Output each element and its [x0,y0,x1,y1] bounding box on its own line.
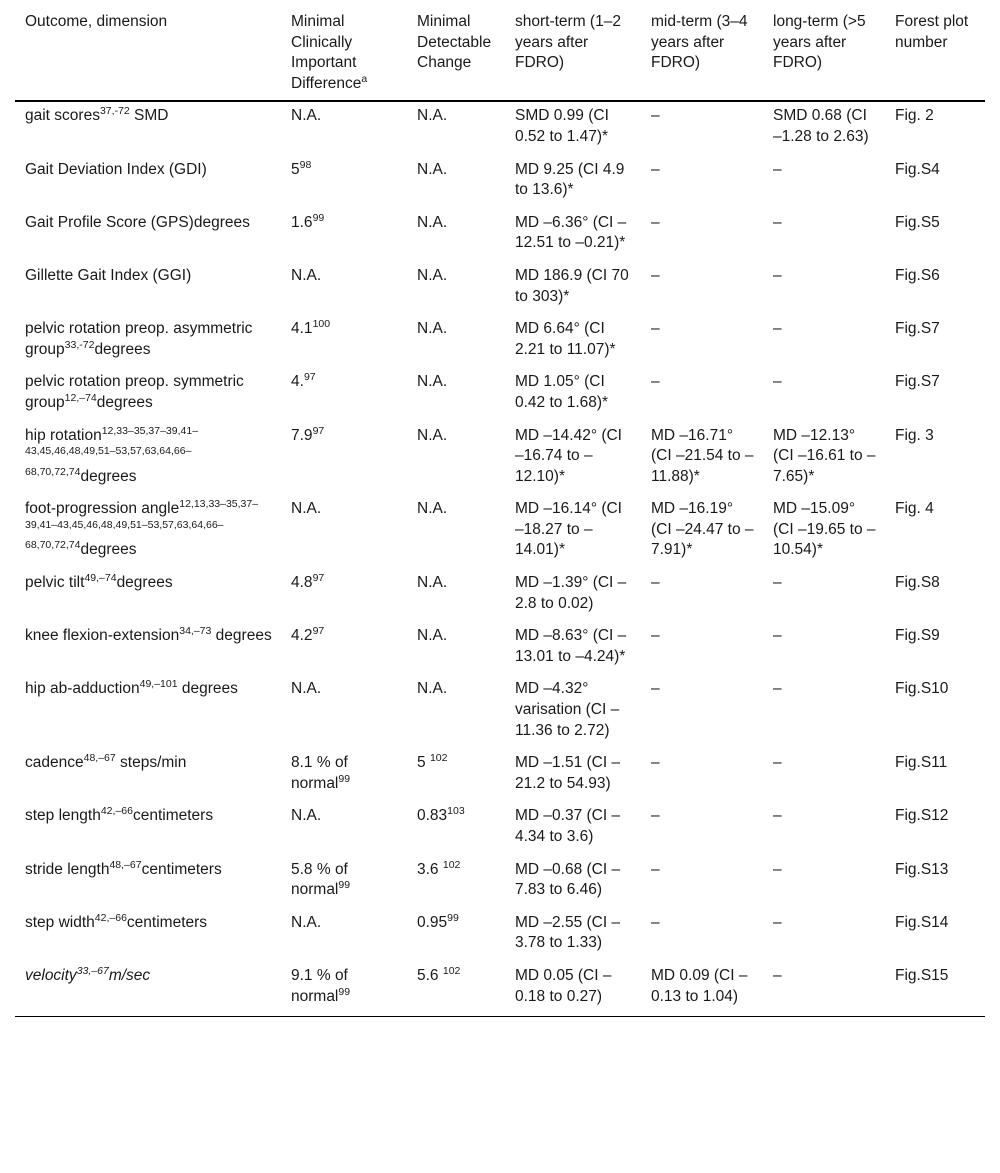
cell-mcid [281,626,407,679]
cell-mdc [407,966,505,1017]
outcome-unit: degrees [80,541,137,559]
mcid-value: 1.6 [291,213,313,231]
cell-mid-term: – [651,213,660,231]
cell-outcome [15,913,281,966]
mdc-value: 0.95 [417,913,448,931]
cell-mdc [407,372,505,425]
cell-outcome [15,372,281,425]
mcid-reference: 99 [338,879,351,892]
mcid-value: 4.2 [291,627,313,645]
cell-mid-term: – [651,373,660,391]
cell-outcome [15,573,281,626]
outcome-references: 48,–67 [83,752,116,765]
mdc-value: N.A. [417,160,448,178]
cell-short-term: MD –0.68 (CI –7.83 to 6.46) [515,860,621,899]
cell-outcome [15,966,281,1017]
outcome-references: 48,–67 [109,858,142,871]
outcome-unit: degrees [116,574,173,592]
cell-long-term: – [773,754,782,772]
cell-mid-term: – [651,627,660,645]
outcome-label: step length [25,807,101,825]
cell-long-term: – [773,913,782,931]
col-header-mcid [281,12,407,101]
mcid-reference: 98 [299,158,312,171]
outcome-label: cadence [25,754,84,772]
cell-forest-plot: Fig.S14 [895,913,949,931]
cell-short-term: MD –16.14° (CI –18.27 to –14.01)* [515,500,622,559]
outcome-label: stride length [25,860,110,878]
cell-long-term: – [773,966,782,984]
cell-short-term: MD –2.55 (CI –3.78 to 1.33) [515,913,621,952]
cell-mcid [281,573,407,626]
cell-mdc [407,626,505,679]
mdc-value: N.A. [417,107,448,125]
cell-mid-term: – [651,913,660,931]
mcid-reference: 97 [312,424,325,437]
mcid-value: 7.9 [291,426,313,444]
mcid-value: 4.1 [291,320,313,338]
cell-forest-plot: Fig.S12 [895,807,949,825]
cell-mcid [281,753,407,806]
table-row [15,626,985,679]
mdc-value: N.A. [417,627,448,645]
mcid-value: N.A. [291,807,322,825]
outcome-references: 12,–74 [64,391,97,404]
cell-mdc [407,160,505,213]
table-row [15,753,985,806]
mdc-value: N.A. [417,320,448,338]
cell-mdc [407,753,505,806]
outcome-unit: degrees [80,467,137,485]
outcome-label: pelvic tilt [25,574,85,592]
col-header-forest-plot: Forest plot number [895,13,969,51]
cell-mcid [281,266,407,319]
table-row [15,266,985,319]
cell-short-term: MD 1.05° (CI 0.42 to 1.68)* [515,373,609,411]
outcome-references: 49,–74 [84,571,117,584]
mcid-reference: 99 [338,985,351,998]
cell-mid-term: – [651,680,660,698]
mdc-value: 5 [417,754,430,772]
cell-outcome [15,860,281,913]
col-header-short-term: short-term (1–2 years after FDRO) [515,13,621,72]
outcome-label: velocity [25,966,77,984]
cell-mcid [281,160,407,213]
outcome-unit: centimeters [132,807,214,825]
table-body [15,101,985,1016]
cell-forest-plot: Fig. 2 [895,107,934,125]
mcid-reference: 100 [312,317,331,330]
cell-short-term: MD 9.25 (CI 4.9 to 13.6)* [515,160,625,199]
cell-long-term: – [773,574,782,592]
mdc-value: 3.6 [417,860,443,878]
table-row [15,860,985,913]
cell-outcome [15,319,281,372]
cell-mid-term: – [651,574,660,592]
cell-mcid [281,319,407,372]
cell-forest-plot: Fig.S15 [895,966,949,984]
cell-forest-plot: Fig. 4 [895,500,934,518]
cell-mcid [281,679,407,753]
cell-forest-plot: Fig.S10 [895,680,949,698]
cell-long-term: – [773,213,782,231]
cell-mcid [281,499,407,573]
cell-outcome [15,679,281,753]
mdc-value: N.A. [417,426,448,444]
mcid-reference: 99 [338,772,351,785]
cell-outcome [15,499,281,573]
cell-mdc [407,499,505,573]
cell-mid-term: – [651,266,660,284]
mcid-value: 5 [291,160,300,178]
cell-long-term: MD –12.13° (CI –16.61 to –7.65)* [773,426,876,485]
cell-long-term: – [773,680,782,698]
mdc-value: N.A. [417,373,448,391]
cell-short-term: MD –4.32° varisation (CI –11.36 to 2.72) [515,680,620,739]
outcome-label: gait scores [25,107,100,125]
outcome-label: pelvic rotation preop. symmetric group [25,373,244,411]
cell-mcid [281,806,407,859]
mcid-value: N.A. [291,266,322,284]
col-header-mcid-footnote: a [361,72,368,85]
table-header-row [15,12,985,101]
cell-mid-term: MD –16.71° (CI –21.54 to –11.88)* [651,426,754,485]
outcome-references: 37,-72 [99,105,130,118]
mcid-value: N.A. [291,500,322,518]
cell-long-term: MD –15.09° (CI –19.65 to –10.54)* [773,500,876,559]
outcome-references: 49,–101 [139,678,178,691]
cell-mdc [407,806,505,859]
outcome-unit: degrees [177,680,238,698]
outcome-unit: degrees [96,393,153,411]
mcid-value: N.A. [291,107,322,125]
table-row [15,319,985,372]
cell-mdc [407,101,505,159]
cell-long-term: – [773,627,782,645]
cell-forest-plot: Fig.S8 [895,574,940,592]
cell-outcome [15,806,281,859]
mdc-value: N.A. [417,500,448,518]
cell-long-term: – [773,320,782,338]
outcomes-table [15,12,985,1017]
cell-short-term: MD –0.37 (CI –4.34 to 3.6) [515,807,621,845]
cell-short-term: MD –6.36° (CI –12.51 to –0.21)* [515,213,627,252]
outcome-label: Gait Profile Score (GPS)degrees [25,213,250,231]
outcome-references: 33,–67 [76,964,109,977]
outcome-references: 42,–66 [94,911,127,924]
cell-mcid [281,426,407,500]
col-header-mid-term: mid-term (3–4 years after FDRO) [651,13,748,72]
mcid-value: 4.8 [291,574,313,592]
cell-mdc [407,913,505,966]
cell-mcid [281,101,407,159]
mdc-value: N.A. [417,574,448,592]
outcome-label: Gait Deviation Index (GDI) [25,160,207,178]
table-row [15,426,985,500]
cell-forest-plot: Fig.S7 [895,320,940,338]
cell-mcid [281,913,407,966]
cell-forest-plot: Fig.S7 [895,373,940,391]
mdc-reference: 99 [447,911,459,924]
cell-mcid [281,213,407,266]
outcome-references: 33,-72 [64,338,95,351]
cell-mdc [407,266,505,319]
cell-outcome [15,266,281,319]
outcome-references: 12,33–35,37–39,41–43,45,46,48,49,51–53,57,63,64,66–68,70,72,74 [25,424,199,478]
cell-mdc [407,426,505,500]
mdc-reference: 102 [429,752,448,765]
outcome-label: hip rotation [25,426,102,444]
mdc-value: 5.6 [417,966,443,984]
table-row [15,966,985,1017]
outcome-references: 42,–66 [100,805,133,818]
mdc-value: 0.83 [417,807,448,825]
table-row [15,372,985,425]
cell-short-term: MD 186.9 (CI 70 to 303)* [515,266,629,305]
cell-forest-plot: Fig.S9 [895,627,940,645]
outcome-unit: SMD [129,107,169,125]
cell-mid-term: – [651,320,660,338]
cell-mid-term: – [651,807,660,825]
cell-outcome [15,753,281,806]
table-row [15,573,985,626]
cell-mid-term: MD –16.19° (CI –24.47 to –7.91)* [651,500,754,559]
cell-mdc [407,573,505,626]
mdc-value: N.A. [417,680,448,698]
col-header-long-term: long-term (>5 years after FDRO) [773,13,866,72]
cell-mid-term: – [651,107,660,125]
cell-short-term: MD –14.42° (CI –16.74 to –12.10)* [515,426,622,485]
table-row [15,101,985,159]
table-row [15,913,985,966]
cell-long-term: SMD 0.68 (CI –1.28 to 2.63) [773,107,869,145]
outcome-unit: steps/min [115,754,187,772]
mcid-value: N.A. [291,680,322,698]
mdc-value: N.A. [417,266,448,284]
cell-mdc [407,213,505,266]
cell-forest-plot: Fig.S4 [895,160,940,178]
cell-mcid [281,372,407,425]
cell-forest-plot: Fig.S13 [895,860,949,878]
cell-long-term: – [773,860,782,878]
cell-mid-term: – [651,160,660,178]
table-row [15,160,985,213]
cell-forest-plot: Fig.S6 [895,266,940,284]
outcome-unit: degrees [211,627,272,645]
outcome-label: step width [25,913,95,931]
cell-forest-plot: Fig.S11 [895,754,948,772]
outcome-references: 34,–73 [179,625,212,638]
col-header-outcome: Outcome, dimension [25,13,168,30]
table-row [15,499,985,573]
cell-mid-term: MD 0.09 (CI –0.13 to 1.04) [651,966,748,1005]
cell-outcome [15,101,281,159]
mdc-reference: 103 [447,805,465,818]
table-row [15,806,985,859]
outcome-label: hip ab-adduction [25,680,140,698]
mcid-reference: 97 [312,571,325,584]
mdc-reference: 102 [442,858,461,871]
cell-forest-plot: Fig.S5 [895,213,940,231]
cell-long-term: – [773,807,782,825]
cell-mdc [407,679,505,753]
cell-short-term: MD –8.63° (CI –13.01 to –4.24)* [515,627,627,665]
cell-long-term: – [773,160,782,178]
outcome-unit: degrees [94,340,151,358]
cell-outcome [15,626,281,679]
mcid-value: N.A. [291,913,322,931]
mcid-value: 5.8 % of normal [291,860,348,899]
cell-short-term: MD –1.39° (CI –2.8 to 0.02) [515,574,627,612]
mcid-reference: 99 [312,211,325,224]
cell-mcid [281,860,407,913]
mdc-reference: 102 [442,964,461,977]
col-header-mcid-label: Minimal Clinically Important Difference [291,13,362,92]
outcome-label: foot-progression angle [25,500,180,518]
outcome-label: pelvic rotation preop. asymmetric group [25,320,253,358]
mcid-value: 9.1 % of normal [291,966,348,1005]
cell-mdc [407,860,505,913]
col-header-mdc: Minimal Detectable Change [417,13,492,72]
mcid-value: 4. [291,373,304,391]
cell-mdc [407,319,505,372]
cell-short-term: MD –1.51 (CI –21.2 to 54.93) [515,754,621,792]
cell-outcome [15,160,281,213]
table-row [15,213,985,266]
mcid-reference: 97 [312,625,325,638]
outcome-unit: centimeters [141,860,222,878]
cell-mcid [281,966,407,1017]
cell-short-term: MD 0.05 (CI –0.18 to 0.27) [515,966,612,1005]
outcome-unit: m/sec [108,966,151,984]
cell-long-term: – [773,266,782,284]
cell-mid-term: – [651,754,660,772]
cell-outcome [15,426,281,500]
outcome-unit: centimeters [126,913,208,931]
cell-mid-term: – [651,860,660,878]
cell-short-term: MD 6.64° (CI 2.21 to 11.07)* [515,320,616,358]
outcome-label: Gillette Gait Index (GGI) [25,266,192,284]
cell-long-term: – [773,373,782,391]
outcome-references: 12,13,33–35,37–39,41–43,45,46,48,49,51–53,57,63,64,66–68,70,72,74 [25,498,259,552]
cell-short-term: SMD 0.99 (CI 0.52 to 1.47)* [515,107,609,145]
outcome-label: knee flexion-extension [25,627,180,645]
cell-outcome [15,213,281,266]
mcid-reference: 97 [303,371,316,384]
cell-forest-plot: Fig. 3 [895,426,934,444]
mdc-value: N.A. [417,213,448,231]
mcid-value: 8.1 % of normal [291,754,348,792]
table-row [15,679,985,753]
